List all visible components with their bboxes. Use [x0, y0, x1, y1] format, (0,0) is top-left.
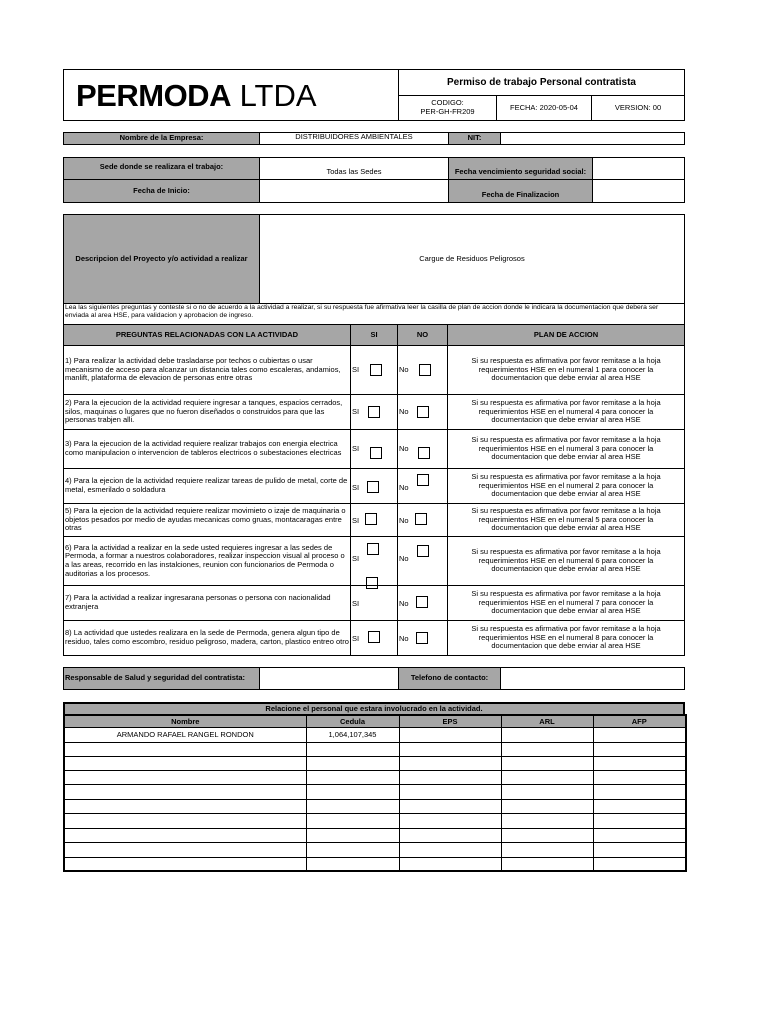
table-row: [64, 857, 686, 871]
si-cell: [350, 468, 398, 504]
si-cell: [350, 585, 398, 621]
personal-title: Relacione el personal que estara involucrado en la actividad.: [63, 702, 685, 715]
plan-text: Si su respuesta es afirmativa por favor remitase a la hoja requerimientos HSE en el numeral 3 para conocer la documentacion que debe enviar al area HSE: [447, 429, 685, 469]
no-checkbox[interactable]: [416, 596, 428, 608]
cell-afp[interactable]: [593, 857, 686, 871]
no-checkbox[interactable]: [417, 545, 429, 557]
table-row: [64, 727, 686, 742]
company-logo: [76, 78, 317, 114]
cell-arl[interactable]: [501, 784, 593, 799]
cell-cedula[interactable]: [306, 799, 399, 813]
cell-eps[interactable]: [399, 742, 501, 756]
telefono-value[interactable]: [500, 667, 685, 690]
no-cell: [397, 468, 448, 504]
cell-cedula[interactable]: [306, 770, 399, 784]
cell-arl[interactable]: [501, 828, 593, 842]
preguntas-header: PREGUNTAS RELACIONADAS CON LA ACTIVIDAD: [63, 324, 351, 346]
plan-text: Si su respuesta es afirmativa por favor remitase a la hoja requerimientos HSE en el numeral 1 para conocer la documentacion que debe enviar al area HSE: [447, 345, 685, 395]
question-text: 1) Para realizar la actividad debe trasladarse por techos o cubiertas o usar mecanismo de acceso para alcanzar un distancia tales como escaleras, andamios, manlift, plataforma de elevacion de personas entre otras: [63, 345, 351, 395]
no-cell: [397, 585, 448, 621]
version-cell: VERSION: 00: [591, 95, 685, 121]
question-row: [63, 503, 685, 537]
cell-nombre[interactable]: [64, 828, 306, 842]
question-row: [63, 468, 685, 504]
si-cell: [350, 503, 398, 537]
cell-eps[interactable]: [399, 842, 501, 857]
cell-nombre[interactable]: [64, 742, 306, 756]
no-cell: [397, 345, 448, 395]
no-cell: [397, 503, 448, 537]
no-label: No: [399, 599, 409, 608]
cell-eps[interactable]: [399, 813, 501, 828]
si-checkbox[interactable]: [367, 543, 379, 555]
cell-afp[interactable]: [593, 842, 686, 857]
table-row: [64, 756, 686, 770]
logo-light-text: LTDA: [239, 78, 317, 113]
no-cell: [397, 429, 448, 469]
sede-label: Sede donde se realizara el trabajo:: [63, 157, 260, 180]
sede-value[interactable]: Todas las Sedes: [259, 157, 449, 180]
cell-eps[interactable]: [399, 756, 501, 770]
cell-afp[interactable]: [593, 799, 686, 813]
table-row: [64, 770, 686, 784]
cell-cedula[interactable]: [306, 784, 399, 799]
cell-arl[interactable]: [501, 842, 593, 857]
cell-eps[interactable]: [399, 799, 501, 813]
si-label: SI: [352, 634, 360, 643]
cell-nombre[interactable]: [64, 756, 306, 770]
cell-nombre[interactable]: [64, 784, 306, 799]
si-cell: [350, 345, 398, 395]
cell-afp[interactable]: [593, 770, 686, 784]
no-cell: [397, 620, 448, 656]
question-text: 6) Para la actividad a realizar en la sede usted requieres ingresar a las sedes de Permoda, a formar a nuestros colaboradores, realizar inspeccion visual al proceso o a las areas, recorrido en las instalciones, reunion con funcionarios de Permoda o auditorias a los procesos.: [63, 536, 351, 586]
responsable-value[interactable]: [259, 667, 399, 690]
cell-arl[interactable]: [501, 799, 593, 813]
question-row: [63, 394, 685, 430]
question-text: 5) Para la ejecion de la actividad requiere realizar movimieto o izaje de maquinaria o objetos pesados por medio de ayudas mecanicas como gruas, montacaragas entre otras: [63, 503, 351, 537]
no-label: No: [399, 365, 409, 374]
proyecto-value[interactable]: Cargue de Residuos Peligrosos: [259, 214, 685, 304]
si-header: SI: [350, 324, 398, 346]
fecha-cell: FECHA: 2020-05-04: [496, 95, 592, 121]
no-label: No: [399, 634, 409, 643]
cell-afp[interactable]: [593, 756, 686, 770]
cell-arl[interactable]: [501, 857, 593, 871]
cell-cedula[interactable]: [306, 857, 399, 871]
logo-bold-text: PERMODA: [76, 78, 231, 113]
question-text: 8) La actividad que ustedes realizara en la sede de Permoda, genera algun tipo de residuo, tales como escombro, residuo peligroso, madera, carton, plastico entreo otro: [63, 620, 351, 656]
no-checkbox[interactable]: [419, 364, 431, 376]
si-checkbox[interactable]: [367, 481, 379, 493]
telefono-label: Telefono de contacto:: [398, 667, 501, 690]
no-cell: [397, 536, 448, 586]
no-label: No: [399, 444, 409, 453]
no-checkbox[interactable]: [415, 513, 427, 525]
si-label: SI: [352, 599, 360, 608]
cell-arl[interactable]: [501, 756, 593, 770]
question-text: 3) Para la ejecucion de la actividad requiere realizar trabajos con energia electrica como manipulacion o intervencion de tableros electricos o subestaciones electricas: [63, 429, 351, 469]
cell-afp[interactable]: [593, 813, 686, 828]
si-checkbox[interactable]: [370, 447, 382, 459]
question-text: 4) Para la ejecion de la actividad requiere realizar tareas de pulido de metal, corte de metal, esmerilado o soldadura: [63, 468, 351, 504]
empresa-value[interactable]: DISTRIBUIDORES AMBIENTALES: [259, 132, 449, 145]
si-label: SI: [352, 554, 360, 563]
plan-header: PLAN DE ACCION: [447, 324, 685, 346]
cell-cedula[interactable]: [306, 756, 399, 770]
responsable-label: Responsable de Salud y seguridad del contratista:: [63, 667, 260, 690]
cell-cedula[interactable]: [306, 813, 399, 828]
no-checkbox[interactable]: [417, 406, 429, 418]
cell-afp[interactable]: [593, 828, 686, 842]
col-cedula-header: Cedula: [306, 715, 399, 727]
no-checkbox[interactable]: [416, 632, 428, 644]
si-checkbox[interactable]: [365, 513, 377, 525]
vencimiento-value[interactable]: [592, 157, 685, 180]
plan-text: Si su respuesta es afirmativa por favor remitase a la hoja requerimientos HSE en el numeral 6 para conocer la documentacion que debe enviar al area HSE: [447, 536, 685, 586]
nit-value[interactable]: [500, 132, 685, 145]
header-logo-cell: [63, 69, 399, 121]
empresa-label: Nombre de la Empresa:: [63, 132, 260, 145]
question-row: [63, 585, 685, 621]
table-row: [64, 813, 686, 828]
si-checkbox[interactable]: [370, 364, 382, 376]
plan-text: Si su respuesta es afirmativa por favor remitase a la hoja requerimientos HSE en el numeral 4 para conocer la documentacion que debe enviar al area HSE: [447, 394, 685, 430]
question-row: [63, 345, 685, 395]
col-afp-header: AFP: [593, 715, 686, 727]
question-row: [63, 429, 685, 469]
table-row: [64, 842, 686, 857]
question-text: 2) Para la ejecucion de la actividad requiere ingresar a tanques, espacios cerrados, silos, maquinas o lugares que no fueron diseñados o construidos para que las personas trabjen alli.: [63, 394, 351, 430]
cell-nombre[interactable]: [64, 799, 306, 813]
no-checkbox[interactable]: [417, 474, 429, 486]
cell-afp[interactable]: [593, 742, 686, 756]
cell-nombre[interactable]: ARMANDO RAFAEL RANGEL RONDON: [64, 727, 306, 742]
no-label: No: [399, 516, 409, 525]
question-text: 7) Para la actividad a realizar ingresarana personas o persona con nacionalidad extranjera: [63, 585, 351, 621]
cell-nombre[interactable]: [64, 857, 306, 871]
no-label: No: [399, 483, 409, 492]
col-arl-header: ARL: [501, 715, 593, 727]
finalizacion-label: Fecha de Finalizacion: [448, 179, 593, 203]
cell-cedula[interactable]: [306, 828, 399, 842]
nit-label: NIT:: [448, 132, 501, 145]
cell-nombre[interactable]: [64, 813, 306, 828]
si-cell: [350, 394, 398, 430]
plan-text: Si su respuesta es afirmativa por favor remitase a la hoja requerimientos HSE en el numeral 8 para conocer la documentacion que debe enviar al area HSE: [447, 620, 685, 656]
cell-arl[interactable]: [501, 770, 593, 784]
cell-eps[interactable]: [399, 727, 501, 742]
no-header: NO: [397, 324, 448, 346]
cell-nombre[interactable]: [64, 770, 306, 784]
cell-cedula[interactable]: [306, 742, 399, 756]
plan-text: Si su respuesta es afirmativa por favor remitase a la hoja requerimientos HSE en el numeral 7 para conocer la documentacion que debe enviar al area HSE: [447, 585, 685, 621]
inicio-value[interactable]: [259, 179, 449, 203]
no-cell: [397, 394, 448, 430]
cell-cedula[interactable]: [306, 842, 399, 857]
cell-arl[interactable]: [501, 813, 593, 828]
cell-afp[interactable]: [593, 727, 686, 742]
personal-header-row: [64, 715, 686, 727]
table-row: [64, 784, 686, 799]
cell-eps[interactable]: [399, 784, 501, 799]
plan-text: Si su respuesta es afirmativa por favor remitase a la hoja requerimientos HSE en el numeral 5 para conocer la documentacion que debe enviar al area HSE: [447, 503, 685, 537]
codigo-value: PER-GH-FR209: [420, 107, 475, 116]
finalizacion-value[interactable]: [592, 179, 685, 203]
codigo-cell: [398, 95, 497, 121]
cell-eps[interactable]: [399, 857, 501, 871]
question-row: [63, 620, 685, 656]
document-title: Permiso de trabajo Personal contratista: [398, 69, 685, 96]
vencimiento-label: Fecha vencimiento seguridad social:: [448, 157, 593, 180]
cell-arl[interactable]: [501, 742, 593, 756]
no-checkbox[interactable]: [418, 447, 430, 459]
cell-eps[interactable]: [399, 770, 501, 784]
plan-text: Si su respuesta es afirmativa por favor remitase a la hoja requerimientos HSE en el numeral 2 para conocer la documentacion que debe enviar al area HSE: [447, 468, 685, 504]
si-label: SI: [352, 483, 360, 492]
si-label: SI: [352, 407, 360, 416]
cell-nombre[interactable]: [64, 842, 306, 857]
si-checkbox[interactable]: [368, 406, 380, 418]
col-nombre-header: Nombre: [64, 715, 306, 727]
codigo-label: CODIGO:: [431, 98, 464, 108]
si-label: SI: [352, 516, 360, 525]
cell-cedula[interactable]: 1,064,107,345: [306, 727, 399, 742]
si-cell: [350, 620, 398, 656]
table-row: [64, 828, 686, 842]
table-row: [64, 742, 686, 756]
cell-eps[interactable]: [399, 828, 501, 842]
personal-table: [63, 714, 687, 872]
si-label: SI: [352, 365, 360, 374]
no-label: No: [399, 554, 409, 563]
no-label: No: [399, 407, 409, 416]
col-eps-header: EPS: [399, 715, 501, 727]
si-cell: [350, 429, 398, 469]
proyecto-label: Descripcion del Proyecto y/o actividad a realizar: [63, 214, 260, 304]
instructions: Lea las siguientes preguntas y conteste si o no de acuerdo a la actividad a realizar, si su respuesta fue afirmativa leer la casilla de plan de accion donde le indicara la documentacion que debera ser enviada al area HSE, para validacion y aprobacion de ingreso.: [63, 303, 685, 325]
si-checkbox[interactable]: [368, 631, 380, 643]
cell-afp[interactable]: [593, 784, 686, 799]
inicio-label: Fecha de Inicio:: [63, 179, 260, 203]
table-row: [64, 799, 686, 813]
si-label: SI: [352, 444, 360, 453]
cell-arl[interactable]: [501, 727, 593, 742]
